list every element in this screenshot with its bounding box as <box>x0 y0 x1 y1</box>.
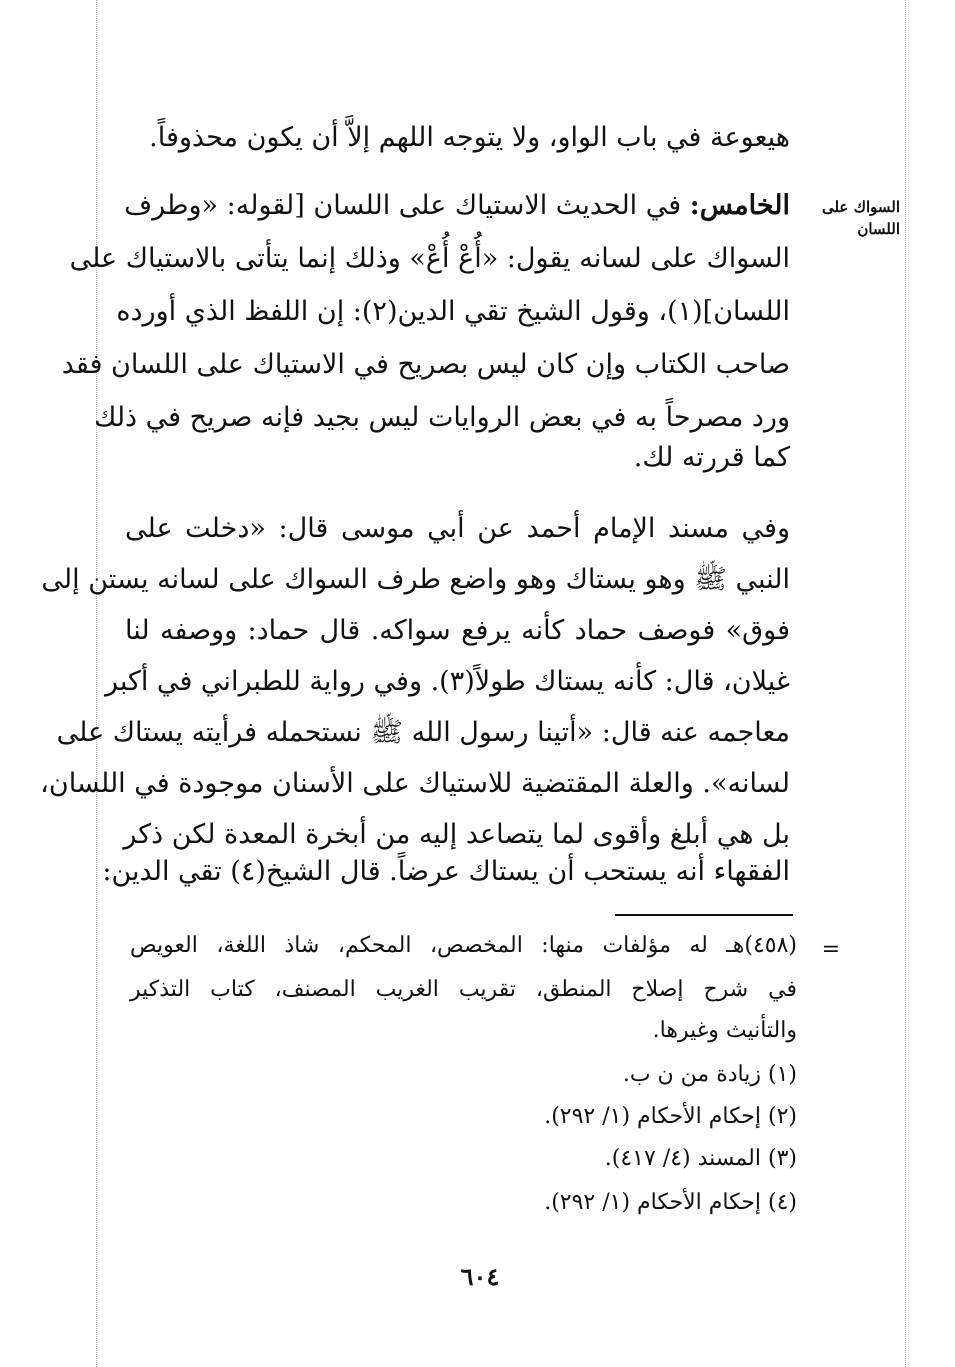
footnote-number: (٤) <box>767 1190 797 1215</box>
paragraph-1-line-1-rest: في الحديث الاستياك على اللسان [لقوله: «وطرف <box>124 190 690 221</box>
paragraph-1-line-6: كما قررته لك. <box>633 442 790 473</box>
footnote-item <box>623 1058 797 1092</box>
margin-note-line-2: اللسان <box>857 220 900 238</box>
footnote-item <box>605 1142 797 1176</box>
paragraph-1-lead: الخامس: <box>689 190 790 221</box>
footnote-number: (١) <box>767 1062 797 1087</box>
footnote-text: إحكام الأحكام (١/ ٢٩٢). <box>544 1190 761 1215</box>
footnote-number: (٢) <box>767 1104 797 1129</box>
footnote-text: المسند (٤/ ٤١٧). <box>604 1146 761 1171</box>
paragraph-2-line-2: النبي ﷺ وهو يستاك وهو واضع طرف السواك على لسانه يستن إلى <box>41 564 790 595</box>
footnote-text: زيادة من ن ب. <box>622 1062 761 1087</box>
left-dotted-edge <box>96 0 97 1367</box>
footnote-continued-line-2: في شرح إصلاح المنطق، تقريب الغريب المصنف، كتاب التذكير <box>130 977 797 1002</box>
footnote-item <box>544 1186 797 1220</box>
paragraph-1-line-2: السواك على لسانه يقول: «أُعْ أُعْ» وذلك إنما يتأتى بالاستياك على <box>69 243 790 274</box>
paragraph-2-line-7: بل هي أبلغ وأقوى لما يتصاعد إليه من أبخرة المعدة لكن ذكر <box>123 819 790 850</box>
paragraph-2-line-4: غيلان، قال: كأنه يستاك طولاً(٣). وفي رواية للطبراني في أكبر <box>104 666 790 697</box>
paragraph-2-line-8: الفقهاء أنه يستحب أن يستاك عرضاً. قال الشيخ(٤) تقي الدين: <box>102 856 790 887</box>
paragraph-2-line-3: فوق» فوصف حماد كأنه يرفع سواكه. قال حماد: ووصفه لنا <box>125 615 790 646</box>
paragraph-1-line-5: ورد مصرحاً به في بعض الروايات ليس بجيد فإنه صريح في ذلك <box>94 402 790 433</box>
footnote-separator <box>615 914 793 916</box>
paragraph-1-line-1 <box>125 186 790 226</box>
paragraph-1-line-4: صاحب الكتاب وإن كان ليس بصريح في الاستياك على اللسان فقد <box>61 349 790 380</box>
footnote-continued-line-1: (٤٥٨)هـ له مؤلفات منها: المخصص، المحكم، شاذ اللغة، العويص <box>130 933 797 958</box>
paragraph-2-line-6: لسانه». والعلة المقتضية للاستياك على الأسنان موجودة في اللسان، <box>40 768 790 799</box>
opening-line: هيعوعة في باب الواو، ولا يتوجه اللهم إلاَّ أن يكون محذوفاً. <box>149 122 790 153</box>
margin-note <box>805 196 900 240</box>
footnote-item <box>544 1100 797 1134</box>
footnote-continued-line-3: والتأنيث وغيرها. <box>652 1018 797 1043</box>
page-number: ٦٠٤ <box>460 1262 500 1291</box>
paragraph-1-line-3: اللسان](١)، وقول الشيخ تقي الدين(٢): إن اللفظ الذي أورده <box>116 296 790 327</box>
paragraph-2-line-5: معاجمه عنه قال: «أتينا رسول الله ﷺ نستحمله فرأيته يستاك على <box>56 717 790 748</box>
margin-note-line-1: السواك على <box>821 198 900 216</box>
paragraph-2-line-1: وفي مسند الإمام أحمد عن أبي موسى قال: «دخلت على <box>125 513 790 544</box>
footnote-text: إحكام الأحكام (١/ ٢٩٢). <box>544 1104 761 1129</box>
footnote-continuation-mark: = <box>821 937 840 962</box>
footnote-number: (٣) <box>767 1146 797 1171</box>
right-dotted-edge <box>905 0 906 1367</box>
